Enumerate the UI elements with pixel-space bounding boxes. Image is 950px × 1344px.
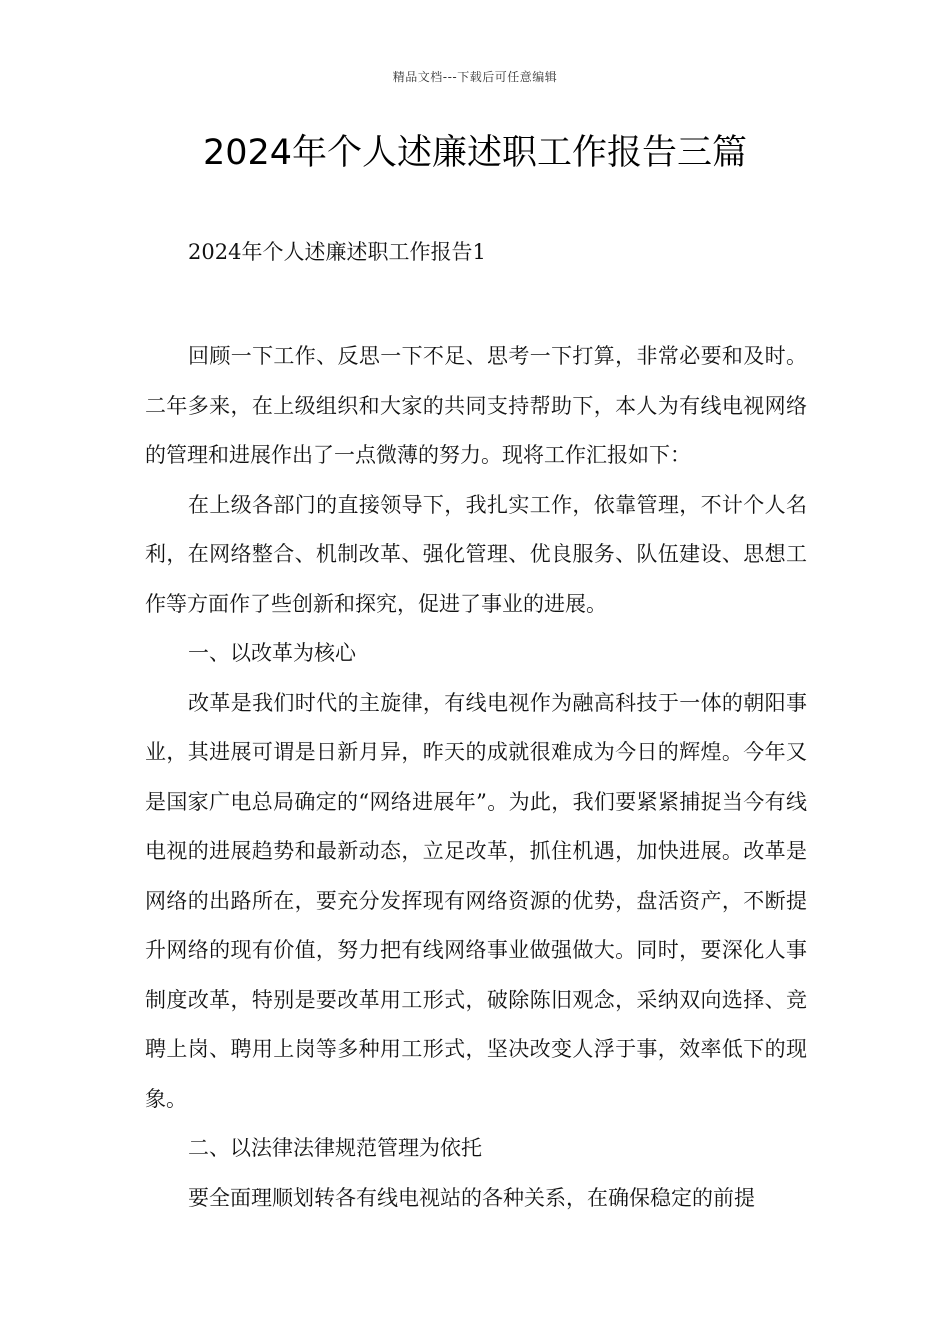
document-body — [145, 332, 807, 1223]
paragraph-summary: 在上级各部门的直接领导下，我扎实工作，依靠管理，不计个人名利，在网络整合、机制改革、强化管理、优良服务、队伍建设、思想工作等方面作了些创新和探究，促进了事业的进展。 — [145, 492, 807, 616]
paragraph-reform: 改革是我们时代的主旋律，有线电视作为融高科技于一体的朝阳事业，其进展可谓是日新月异，昨天的成就很难成为今日的辉煌。今年又是国家广电总局确定的“网络进展年”。为此，我们要紧紧捕捉当今有线电视的进展趋势和最新动态，立足改革，抓住机遇，加快进展。改革是网络的出路所在，要充分发挥现有网络资源的优势，盘活资产，不断提升网络的现有价值，努力把有线网络事业做强做大。同时，要深化人事制度改革，特别是要改革用工形式，破除陈旧观念，采纳双向选择、竞聘上岗、聘用上岗等多种用工形式，坚决改变人浮于事，效率低下的现象。 — [145, 690, 807, 1111]
section-heading-reform: 一、以改革为核心 — [188, 641, 356, 665]
paragraph-law: 要全面理顺划转各有线电视站的各种关系，在确保稳定的前提 — [188, 1185, 755, 1210]
header-note: 精品文档---下载后可任意编辑 — [392, 70, 558, 84]
page-title: 2024年个人述廉述职工作报告三篇 — [202, 133, 748, 173]
paragraph-intro: 回顾一下工作、反思一下不足、思考一下打算，非常必要和及时。二年多来，在上级组织和大家的共同支持帮助下，本人为有线电视网络的管理和进展作出了一点微薄的努力。现将工作汇报如下： — [145, 344, 807, 467]
section-heading-law: 二、以法律法律规范管理为依托 — [188, 1136, 482, 1160]
section-subtitle: 2024年个人述廉述职工作报告1 — [188, 240, 486, 264]
